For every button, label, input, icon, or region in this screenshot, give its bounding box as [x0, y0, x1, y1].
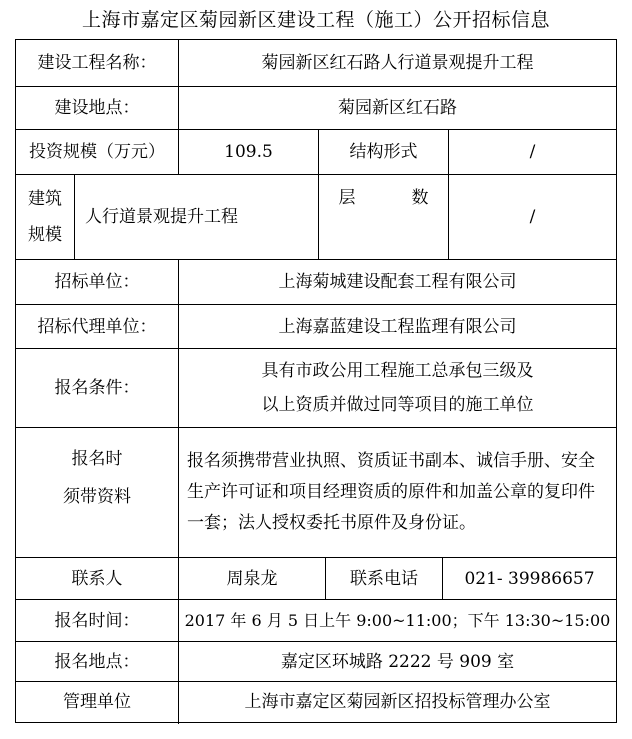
manager-value: 上海市嘉定区菊园新区招投标管理办公室 [244, 692, 551, 712]
floors-value: / [529, 207, 536, 227]
project-name-label: 建设工程名称： [37, 53, 157, 73]
tenderer-value: 上海菊城建设配套工程有限公司 [278, 272, 517, 292]
reg-place-label: 报名地点： [54, 651, 140, 672]
investment-value: 109.5 [224, 142, 273, 162]
contact-phone-value: 021- 39986657 [464, 568, 595, 589]
project-name-value: 菊园新区红石路人行道景观提升工程 [261, 53, 534, 73]
building-scale-label-line1: 建筑 [28, 189, 62, 209]
materials-label [16, 428, 178, 557]
materials-label-line1: 报名时 [71, 449, 123, 469]
floors-label-char2: 数 [411, 188, 429, 208]
materials-label-line2: 须带资料 [63, 487, 131, 507]
location-value: 菊园新区红石路 [338, 98, 457, 118]
tenderer-label: 招标单位： [54, 272, 140, 292]
investment-label: 投资规模（万元） [29, 142, 165, 162]
materials-value: 报名须携带营业执照、资质证书副本、诚信手册、安全生产许可证和项目经理资质的原件和加盖公章的复印件一套；法人授权委托书原件及身份证。 [187, 451, 595, 533]
building-scale-value: 人行道景观提升工程 [85, 207, 238, 227]
conditions-value [179, 349, 616, 427]
page-title: 上海市嘉定区菊园新区建设工程（施工）公开招标信息 [81, 9, 550, 31]
manager-label: 管理单位 [63, 692, 131, 712]
info-table [15, 39, 617, 723]
agent-label: 招标代理单位： [37, 316, 157, 337]
contact-label: 联系人 [71, 568, 123, 589]
building-scale-label-line2: 规模 [28, 225, 62, 245]
conditions-line2: 以上资质并做过同等项目的施工单位 [261, 395, 534, 415]
conditions-label: 报名条件： [54, 378, 140, 398]
reg-place-value: 嘉定区环城路 2222 号 909 室 [280, 651, 515, 672]
reg-time-label: 报名时间： [54, 610, 140, 631]
building-scale-label [16, 175, 74, 259]
location-label: 建设地点： [54, 98, 140, 118]
floors-label [319, 175, 448, 259]
contact-phone-label: 联系电话 [350, 568, 418, 589]
reg-time-value: 2017 年 6 月 5 日上午 9:00~11:00；下午 13:30~15:00 [184, 610, 611, 630]
conditions-line1: 具有市政公用工程施工总承包三级及 [261, 361, 534, 381]
structure-label: 结构形式 [349, 142, 418, 162]
contact-name: 周泉龙 [226, 568, 278, 589]
floors-label-char1: 层 [338, 188, 356, 208]
agent-value: 上海嘉蓝建设工程监理有限公司 [278, 316, 517, 337]
structure-value: / [529, 142, 536, 162]
